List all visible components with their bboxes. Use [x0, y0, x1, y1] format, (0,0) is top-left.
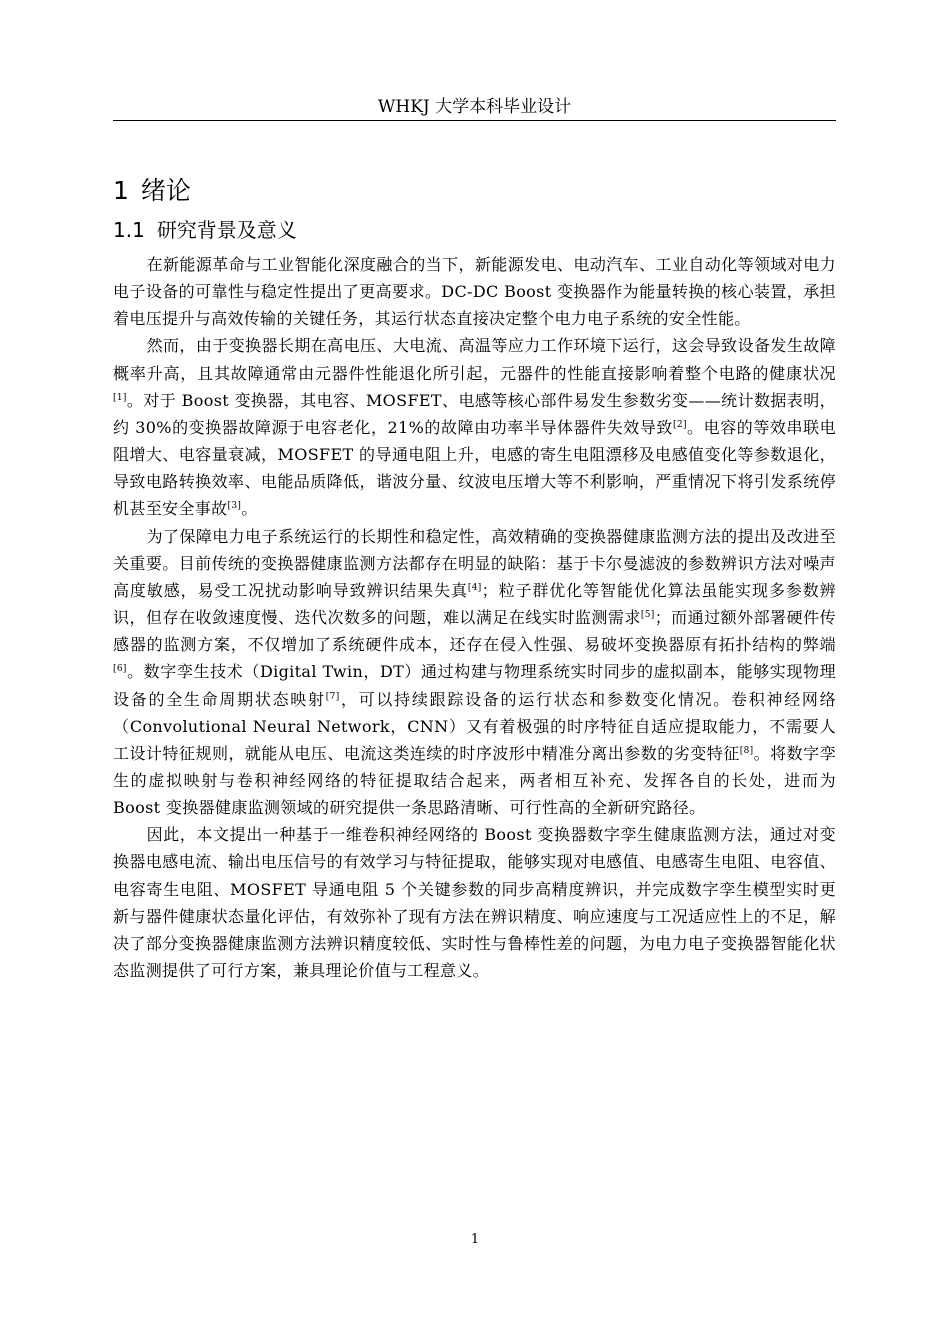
chapter-heading	[113, 175, 191, 207]
citation-ref: [6]	[113, 664, 127, 675]
section-title: 研究背景及意义	[156, 218, 297, 242]
paragraph-text: ，可以持续跟踪设备的运行状态和参数变化情况。卷积神经网络（Convolutional Neural Network，CNN）又有着极强的时序特征自适应提取能力，不需要人工设计特征规则，就能从电压、电流这类连续的时序波形中精准分离出参数的劣变特征	[113, 689, 836, 763]
paragraph-text: 为了保障电力电子系统运行的长期性和稳定性，高效精确的变换器健康监测方法的提出及改进至关重要。目前传统的变换器健康监测方法都存在明显的缺陷：基于卡尔曼滤波的参数辨识方法对噪声高度敏感，易受工况扰动影响导致辨识结果失真	[113, 526, 836, 600]
section-heading	[113, 216, 297, 244]
paragraph-text: 。将数字孪生的虚拟映射与卷积神经网络的特征提取结合起来，两者相互补充、发挥各自的长处，进而为 Boost 变换器健康监测领域的研究提供一条思路清晰、可行性高的全新研究路径。	[113, 743, 836, 818]
paragraph-text: 因此，本文提出一种基于一维卷积神经网络的 Boost 变换器数字孪生健康监测方法，通过对变换器电感电流、输出电压信号的有效学习与特征提取，能够实现对电感值、电感寄生电阻、电容值、电容寄生电阻、MOSFET 导通电阻 5 个关键参数的同步高精度辨识，并完成数字孪生模型实时更新与器件健康状态量化评估，有效弥补了现有方法在辨识精度、响应速度与工况适应性上的不足，解决了部分变换器健康监测方法辨识精度较低、实时性与鲁棒性差的问题，为电力电子变换器智能化状态监测提供了可行方案，兼具理论价值与工程意义。	[113, 825, 836, 981]
paragraph	[113, 523, 836, 822]
running-header: WHKJ 大学本科毕业设计	[377, 97, 572, 117]
header-rule	[113, 120, 836, 121]
paragraph-text: 。对于 Boost 变换器，其电容、MOSFET、电感等核心部件易发生参数劣变——统计数据表明，约 30%的变换器故障源于电容老化，21%的故障由功率半导体器件失效导致	[113, 390, 836, 437]
paragraph-text: 。	[241, 499, 258, 519]
paragraph-text: 然而，由于变换器长期在高电压、大电流、高温等应力工作环境下运行，这会导致设备发生故障概率升高，且其故障通常由元器件性能退化所引起，元器件的性能直接影响着整个电路的健康状况	[113, 336, 836, 383]
paragraph-text: 。电容的等效串联电阻增大、电容量衰减，MOSFET 的导通电阻上升，电感的寄生电阻漂移及电感值变化等参数退化，导致电路转换效率、电能品质降低，谐波分量、纹波电压增大等不利影响，严重情况下将引发系统停机甚至安全事故	[113, 417, 837, 519]
page-number: 1	[470, 1232, 480, 1247]
chapter-title: 绪论	[140, 176, 191, 205]
body-text	[113, 251, 836, 984]
chapter-number: 1	[113, 176, 129, 205]
citation-ref: [8]	[739, 745, 754, 756]
citation-ref: [7]	[325, 691, 340, 702]
citation-ref: [2]	[673, 419, 687, 430]
paragraph-text: 。数字孪生技术（Digital Twin，DT）通过构建与物理系统实时同步的虚拟副本，能够实现物理设备的全生命周期状态映射	[113, 662, 836, 709]
paragraph	[113, 332, 836, 522]
paragraph-text: 在新能源革命与工业智能化深度融合的当下，新能源发电、电动汽车、工业自动化等领域对电力电子设备的可靠性与稳定性提出了更高要求。DC-DC Boost 变换器作为能量转换的核心装置，承担着电压提升与高效传输的关键任务，其运行状态直接决定整个电力电子系统的安全性能。	[113, 255, 836, 329]
paragraph	[113, 821, 836, 984]
citation-ref: [1]	[113, 392, 127, 403]
citation-ref: [5]	[640, 610, 655, 621]
citation-ref: [3]	[227, 501, 242, 512]
paragraph	[113, 251, 836, 332]
section-number: 1.1	[113, 218, 145, 242]
citation-ref: [4]	[467, 582, 482, 593]
paragraph-text: ；而通过额外部署硬件传感器的监测方案，不仅增加了系统硬件成本，还存在侵入性强、易破坏变换器原有拓扑结构的弊端	[113, 608, 836, 655]
paragraph-text: ；粒子群优化等智能优化算法虽能实现多参数辨识，但存在收敛速度慢、迭代次数多的问题，难以满足在线实时监测需求	[113, 580, 836, 628]
